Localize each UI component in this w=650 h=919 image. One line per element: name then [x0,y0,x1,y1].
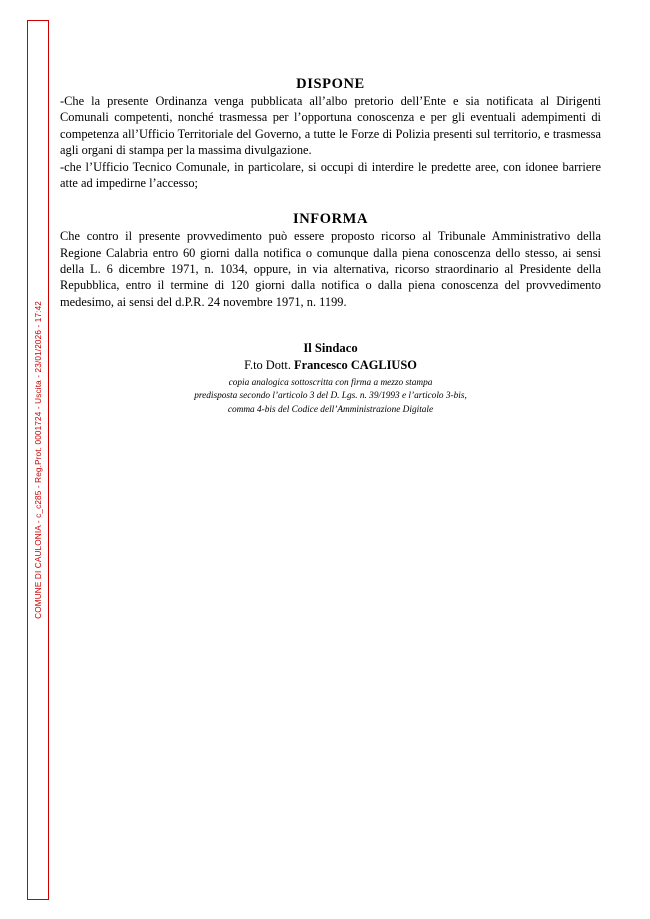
protocol-stamp [27,20,49,900]
signature-block [60,340,601,417]
protocol-stamp-label: COMUNE DI CAULONIA - c_c285 - Reg.Prot. 0001724 - Uscita - 23/01/2026 - 17:42 [33,301,43,619]
signature-note-line-2: predisposta secondo l’articolo 3 del D. Lgs. n. 39/1993 e l’articolo 3-bis, [194,391,467,402]
heading-informa: INFORMA [292,211,369,228]
signature-name: Francesco CAGLIUSO [294,358,417,373]
signature-note [60,377,601,417]
paragraph-informa: Che contro il presente provvedimento può essere proposto ricorso al Tribunale Amministrativo della Regione Calabria entro 60 giorni dalla notifica o comunque dalla piena conoscenza dello stesso, ai sensi della L. 6 dicembre 1971, n. 1034, oppure, in via alternativa, ricorso straordinario al Presidente della Repubblica, entro il termine di 120 giorni dalla notifica o dalla piena conoscenza del provvedimento medesimo, ai sensi del d.P.R. 24 novembre 1971, n. 1199. [60,229,601,309]
heading-dispone: DISPONE [296,76,365,92]
signature-note-line-1: copia analogica sottoscritta con firma a mezzo stampa [228,377,433,388]
signature-name-line [60,357,601,374]
signature-name-prefix: F.to Dott. [244,358,295,373]
paragraph-dispone-2: -che l’Ufficio Tecnico Comunale, in particolare, si occupi di interdire le predette aree, con idonee barriere atte ad impedirne l’accesso; [60,159,601,190]
paragraph-dispone-1: -Che la presente Ordinanza venga pubblicata all’albo pretorio dell’Ente e sia notificata al Dirigenti Comunali competenti, nonché trasmessa per l’opportuna conoscenza e per gli eventuali adempimenti di competenza all’Ufficio Territoriale del Governo, a tutte le Forze di Polizia presenti sul territorio, e trasmessa agli organi di stampa per la massima divulgazione. [60,94,601,158]
signature-role: Il Sindaco [303,341,358,356]
document-body [60,60,601,417]
signature-note-line-3: comma 4-bis del Codice dell’Amministrazione Digitale [227,404,434,415]
